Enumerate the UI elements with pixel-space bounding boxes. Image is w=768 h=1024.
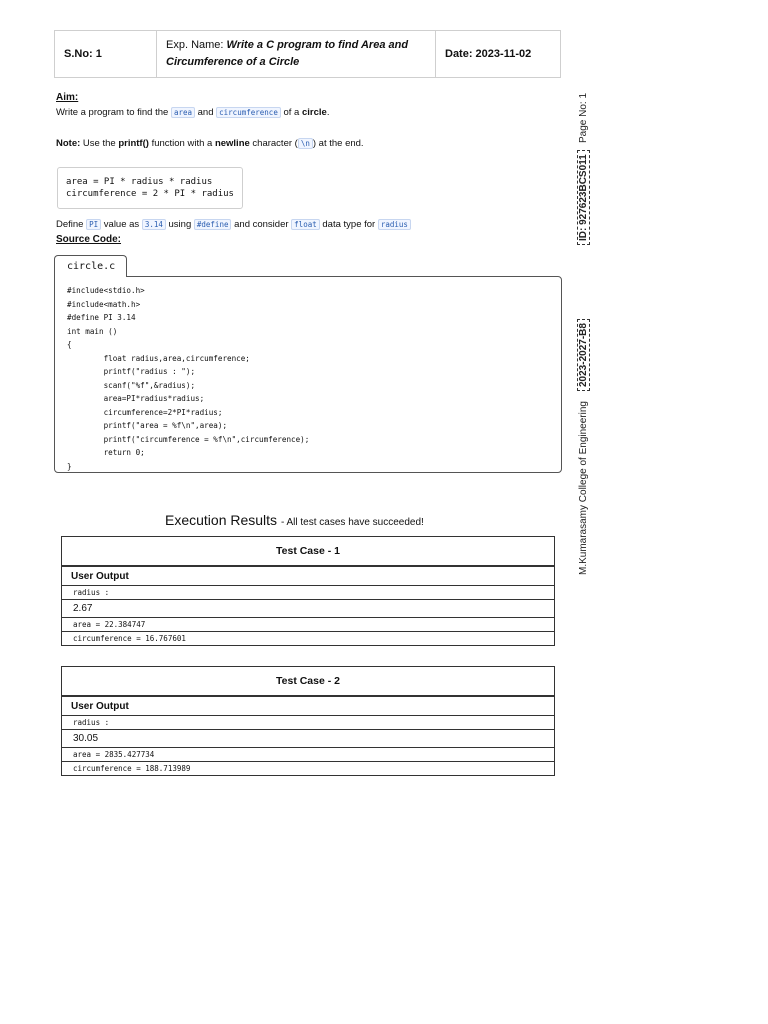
experiment-name: Write a C program to find Area and Circumference of a Circle <box>166 39 409 68</box>
code-block: #include<stdio.h> #include<math.h> #define PI 3.14 int main () { float radius,area,circumference; printf("radius : "); scanf("%f",&radius); area=PI*radius*radius; circumference=2*PI*radius; printf("area = %f\n",area); printf("circumference = %f\n",circumference); return 0; } <box>54 276 562 473</box>
code-chip-define: #define <box>194 219 232 230</box>
file-tab[interactable]: circle.c <box>54 255 127 277</box>
execution-results-title: Execution Results <box>165 512 278 528</box>
execution-results-heading <box>165 512 424 528</box>
output-prompt: radius : <box>62 715 554 729</box>
code-chip-radius: radius <box>378 219 411 230</box>
code-chip-pi: PI <box>86 219 101 230</box>
output-circumference: circumference = 188.713989 <box>62 761 554 775</box>
side-margin <box>578 92 594 575</box>
code-chip-value: 3.14 <box>142 219 166 230</box>
experiment-name-cell <box>157 31 436 77</box>
source-code-title: Source Code: <box>56 234 122 245</box>
code-chip-circumference: circumference <box>216 107 281 118</box>
user-output-label: User Output <box>62 695 554 715</box>
test-case-title: Test Case - 1 <box>276 545 340 557</box>
page-number: Page No: 1 <box>578 92 589 143</box>
experiment-date: Date: 2023-11-02 <box>445 48 532 60</box>
batch-label: 2023-2027-B8 <box>577 319 590 391</box>
student-id-label: ID: 927623BCS011 <box>577 150 590 245</box>
batch <box>578 319 589 391</box>
output-area: area = 2835.427734 <box>62 747 554 761</box>
experiment-name-label: Exp. Name: <box>166 39 224 51</box>
code-chip-area: area <box>171 107 195 118</box>
aim-text: Write a program to find the area and circumference of a circle. <box>56 107 330 118</box>
note-label: Note: <box>56 138 81 149</box>
define-text: Define PI value as 3.14 using #define and consider float data type for radius <box>56 219 411 230</box>
output-area: area = 22.384747 <box>62 617 554 631</box>
student-id <box>578 150 589 245</box>
user-input: 2.67 <box>62 599 554 617</box>
aim-title: Aim: <box>56 92 79 103</box>
execution-results-subtitle: - All test cases have succeeded! <box>280 517 424 528</box>
code-chip-newline: \n <box>298 138 313 149</box>
serial-number: S.No: 1 <box>55 31 157 77</box>
formula-box: area = PI * radius * radius circumference = 2 * PI * radius <box>57 167 243 209</box>
user-input: 30.05 <box>62 729 554 747</box>
output-prompt: radius : <box>62 585 554 599</box>
code-chip-float: float <box>291 219 320 230</box>
college-name: M.Kumarasamy College of Engineering <box>578 401 589 575</box>
note-text: Note: Use the printf() function with a newline character ( \n ) at the end. <box>56 138 364 149</box>
output-circumference: circumference = 16.767601 <box>62 631 554 645</box>
test-case-title: Test Case - 2 <box>276 675 340 687</box>
user-output-label: User Output <box>62 565 554 585</box>
experiment-header <box>54 30 561 78</box>
test-case-2 <box>61 666 555 776</box>
test-case-1 <box>61 536 555 646</box>
